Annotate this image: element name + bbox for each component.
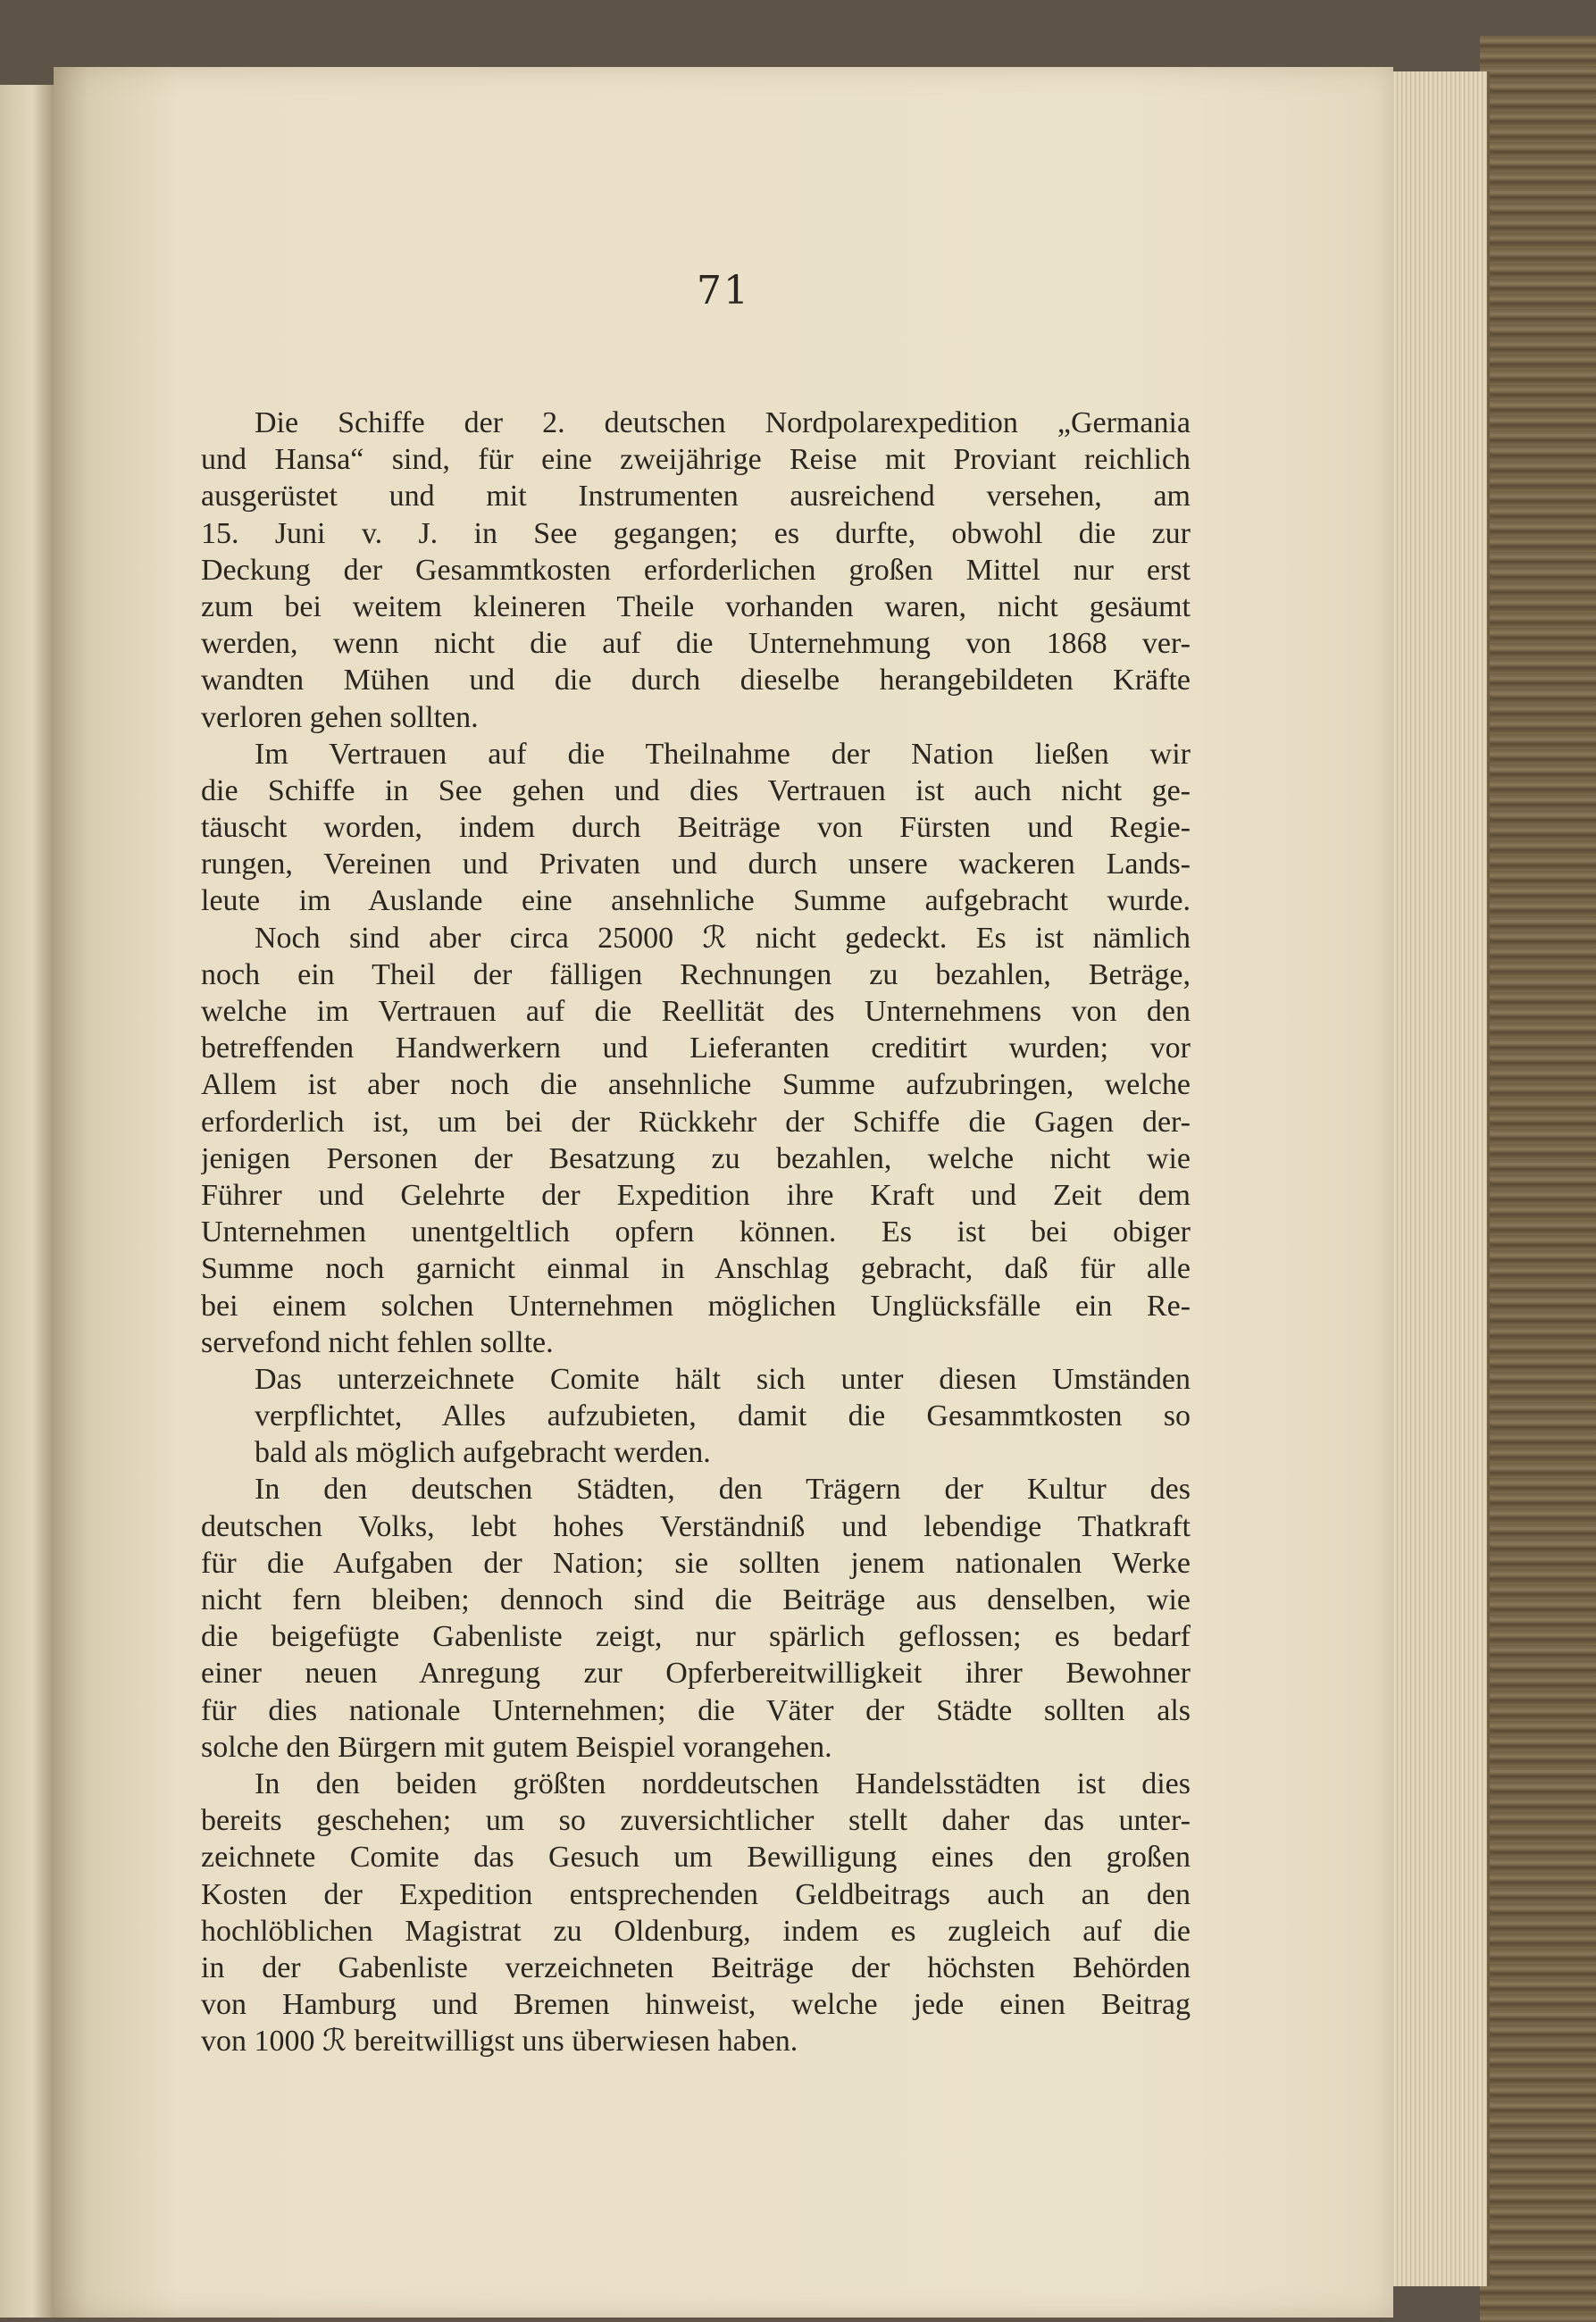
page-edges [1389,71,1490,2286]
book-page [54,67,1393,2318]
text-line: bald als möglich aufgebracht werden. [255,1436,711,1470]
text-line: Deckung der Gesammtkosten erforderlichen großen Mittel nur erst [201,553,1191,587]
text-line: bereits geschehen; um so zuversichtlicher stellt daher das unter- [201,1804,1191,1838]
text-line: für dies nationale Unternehmen; die Väter der Städte sollten als [201,1693,1191,1727]
text-line: Das unterzeichnete Comite hält sich unter diesen Umständen [255,1362,1191,1396]
text-line: und Hansa“ sind, für eine zweijährige Reise mit Proviant reichlich [201,443,1191,477]
text-line: Allem ist aber noch die ansehnliche Summe aufzubringen, welche [201,1068,1191,1102]
text-line: verloren gehen sollten. [201,700,479,734]
text-line: Noch sind aber circa 25000 ℛ nicht gedeckt. Es ist nämlich [255,921,1191,955]
text-line: die Schiffe in See gehen und dies Vertrauen ist auch nicht ge- [201,773,1191,807]
text-line: In den beiden größten norddeutschen Handelsstädten ist dies [255,1767,1191,1800]
text-line: betreffenden Handwerkern und Lieferanten creditirt wurden; vor [201,1032,1191,1065]
text-line: Unternehmen unentgeltlich opfern können. Es ist bei obiger [201,1215,1191,1249]
text-line: zeichnete Comite das Gesuch um Bewilligung eines den großen [201,1841,1191,1875]
text-line: zum bei weitem kleineren Theile vorhanden waren, nicht gesäumt [201,589,1191,623]
text-line: Kosten der Expedition entsprechenden Geldbeitrags auch an den [201,1877,1191,1911]
text-line: verpflichtet, Alles aufzubieten, damit die Gesammtkosten so [255,1399,1191,1433]
text-line: In den deutschen Städten, den Trägern der Kultur des [255,1473,1191,1507]
text-line: rungen, Vereinen und Privaten und durch unsere wackeren Lands- [201,848,1191,881]
text-line: welche im Vertrauen auf die Reellität des Unternehmens von den [201,995,1191,1028]
text-line: die beigefügte Gabenliste zeigt, nur spärlich geflossen; es bedarf [201,1620,1191,1654]
text-line: von Hamburg und Bremen hinweist, welche jede einen Beitrag [201,1988,1191,2022]
text-line: bei einem solchen Unternehmen möglichen Unglücksfälle ein Re- [201,1289,1191,1323]
text-line: 15. Juni v. J. in See gegangen; es durfte, obwohl die zur [201,516,1191,550]
book-cover-edge [1480,36,1596,2322]
text-line: solche den Bürgern mit gutem Beispiel vorangehen. [201,1730,832,1764]
text-line: für die Aufgaben der Nation; sie sollten jenem nationalen Werke [201,1546,1191,1580]
left-page-edge [0,85,54,2318]
text-line: von 1000 ℛ bereitwilligst uns überwiesen haben. [201,2025,798,2059]
text-line: nicht fern bleiben; dennoch sind die Beiträge aus denselben, wie [201,1583,1191,1616]
text-line: wandten Mühen und die durch dieselbe herangebildeten Kräfte [201,664,1191,697]
page-number: 71 [697,268,750,313]
text-line: leute im Auslande eine ansehnliche Summe aufgebracht wurde. [201,884,1191,918]
text-line: hochlöblichen Magistrat zu Oldenburg, indem es zugleich auf die [201,1914,1191,1948]
text-line: deutschen Volks, lebt hohes Verständniß und lebendige Thatkraft [201,1509,1191,1543]
text-line: in der Gabenliste verzeichneten Beiträge der höchsten Behörden [201,1950,1191,1984]
text-line: Im Vertrauen auf die Theilnahme der Nation ließen wir [255,737,1191,771]
text-line: täuscht worden, indem durch Beiträge von Fürsten und Regie- [201,811,1191,845]
text-line: einer neuen Anregung zur Opferbereitwilligkeit ihrer Bewohner [201,1657,1191,1691]
text-line: Führer und Gelehrte der Expedition ihre Kraft und Zeit dem [201,1178,1191,1212]
body-text [201,405,1191,2059]
text-line: erforderlich ist, um bei der Rückkehr der Schiffe die Gagen der- [201,1105,1191,1139]
text-line: jenigen Personen der Besatzung zu bezahlen, welche nicht wie [201,1141,1191,1175]
text-line: Die Schiffe der 2. deutschen Nordpolarexpedition „Germania [255,406,1191,439]
text-line: Summe noch garnicht einmal in Anschlag gebracht, daß für alle [201,1252,1191,1286]
text-line: noch ein Theil der fälligen Rechnungen zu bezahlen, Beträge, [201,957,1191,991]
text-line: werden, wenn nicht die auf die Unternehmung von 1868 ver- [201,627,1191,661]
text-line: servefond nicht fehlen sollte. [201,1325,554,1359]
text-line: ausgerüstet und mit Instrumenten ausreichend versehen, am [201,480,1191,514]
